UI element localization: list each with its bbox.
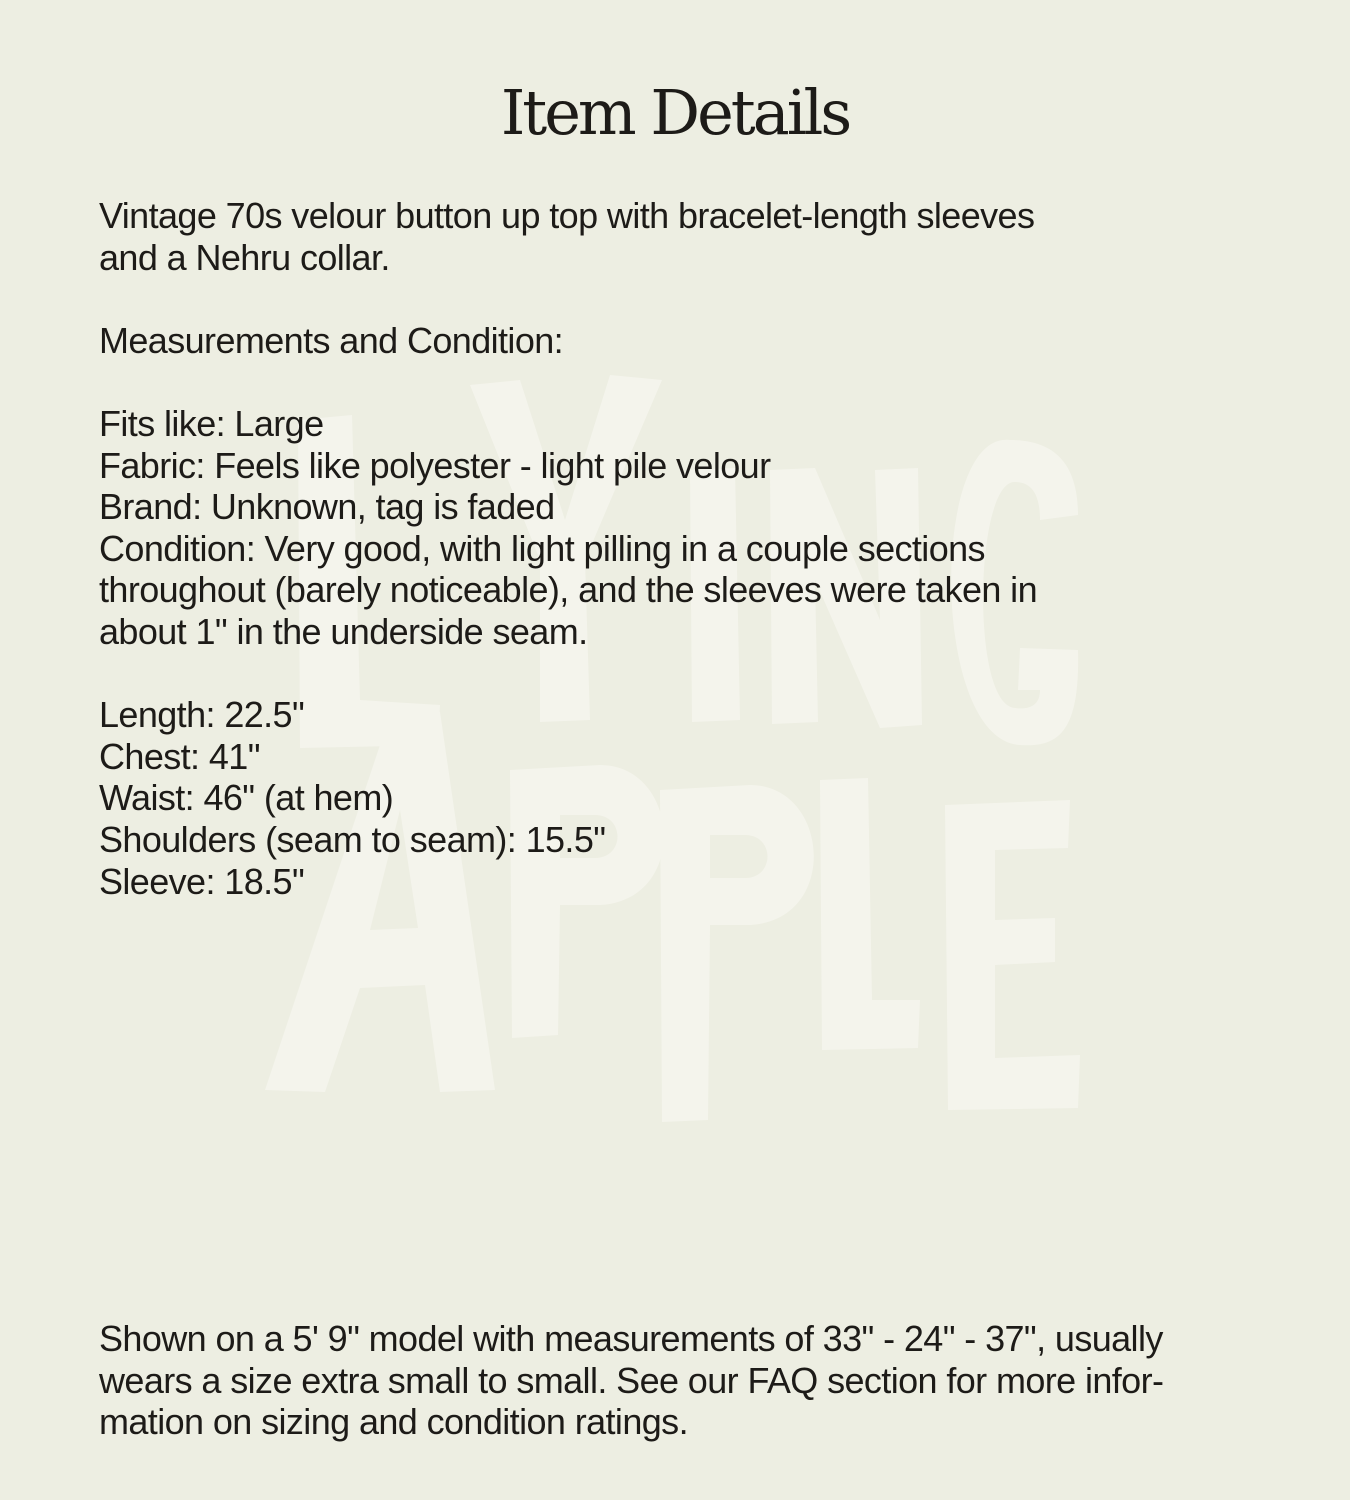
description-line: Vintage 70s velour button up top with bracelet-length sleeves (99, 195, 1035, 236)
item-description-block (99, 195, 1279, 902)
length-measurement: Length: 22.5" (99, 694, 305, 736)
condition-text: about 1" in the underside seam. (99, 610, 588, 652)
description-line: and a Nehru collar. (99, 236, 390, 278)
condition-text: throughout (barely noticeable), and the sleeves were taken in (99, 569, 1038, 611)
model-sizing-note (99, 1318, 1279, 1443)
fits-like-text: Fits like: Large (99, 402, 324, 444)
attribute-list (99, 403, 1279, 653)
measurement-list (99, 694, 1279, 902)
brand-text: Brand: Unknown, tag is faded (99, 486, 555, 528)
sleeve-measurement: Sleeve: 18.5" (99, 860, 305, 902)
page-title: Item Details (500, 76, 850, 149)
condition-text: Condition: Very good, with light pilling in a couple sections (99, 527, 985, 569)
shoulders-measurement: Shoulders (seam to seam): 15.5" (99, 818, 606, 860)
fabric-text: Fabric: Feels like polyester - light pile velour (99, 444, 771, 486)
footer-line: Shown on a 5' 9" model with measurements of 33" - 24" - 37", usually (99, 1318, 1163, 1359)
chest-measurement: Chest: 41" (99, 735, 260, 777)
footer-line: mation on sizing and condition ratings. (99, 1401, 688, 1443)
waist-measurement: Waist: 46" (at hem) (99, 777, 394, 819)
section-heading: Measurements and Condition: (99, 319, 564, 361)
item-description (99, 195, 1279, 278)
footer-line: wears a size extra small to small. See our FAQ section for more infor- (99, 1359, 1164, 1401)
